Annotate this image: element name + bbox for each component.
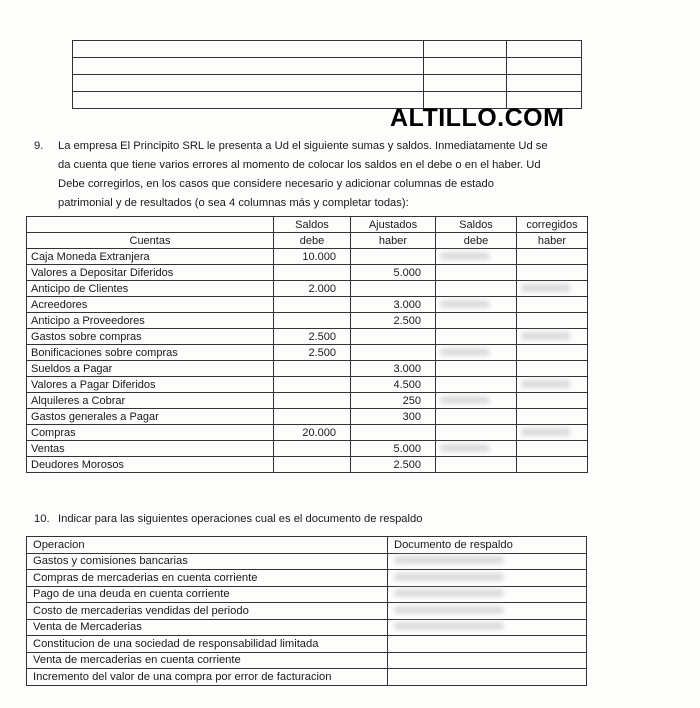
debe-cell	[274, 377, 351, 393]
debe-cell	[274, 265, 351, 281]
table-row	[27, 393, 588, 409]
col-header: Documento de respaldo	[388, 537, 587, 554]
account-cell: Gastos sobre compras	[27, 329, 274, 345]
table-row	[27, 636, 587, 653]
corrected-cell[interactable]	[436, 313, 517, 329]
haber-cell: 2.500	[351, 313, 436, 329]
header-row-bottom	[27, 233, 588, 249]
account-cell: Anticipo de Clientes	[27, 281, 274, 297]
account-cell: Caja Moneda Extranjera	[27, 249, 274, 265]
document-cell[interactable]	[388, 669, 587, 686]
corrected-cell[interactable]	[436, 329, 517, 345]
question-text-line: La empresa El Principito SRL le presenta a Ud el siguiente sumas y saldos. Inmediatamente Ud se	[58, 140, 548, 152]
redacted-answer	[394, 606, 504, 614]
corrected-cell[interactable]	[436, 361, 517, 377]
corrected-cell[interactable]	[517, 361, 588, 377]
operation-cell: Pago de una deuda en cuenta corriente	[27, 586, 388, 603]
redacted-answer	[394, 556, 504, 564]
table-row	[27, 652, 587, 669]
question-text: Indicar para las siguientes operaciones cual es el documento de respaldo	[58, 513, 423, 525]
header-row-top	[27, 217, 588, 233]
haber-cell: 250	[351, 393, 436, 409]
haber-cell	[351, 249, 436, 265]
haber-cell	[351, 425, 436, 441]
operation-cell: Compras de mercaderias en cuenta corriente	[27, 570, 388, 587]
corrected-cell[interactable]	[517, 377, 588, 393]
col-header: debe	[436, 233, 517, 249]
account-cell: Bonificaciones sobre compras	[27, 345, 274, 361]
operation-cell: Gastos y comisiones bancarias	[27, 553, 388, 570]
corrected-cell[interactable]	[517, 281, 588, 297]
corrected-cell[interactable]	[517, 457, 588, 473]
account-cell: Valores a Pagar Diferidos	[27, 377, 274, 393]
debe-cell	[274, 457, 351, 473]
account-cell: Alquileres a Cobrar	[27, 393, 274, 409]
table-row	[27, 297, 588, 313]
table-row	[27, 329, 588, 345]
corrected-cell[interactable]	[517, 329, 588, 345]
debe-cell: 10.000	[274, 249, 351, 265]
corrected-cell[interactable]	[517, 249, 588, 265]
table-row	[27, 249, 588, 265]
question-text-line: patrimonial y de resultados (o sea 4 columnas más y completar todas):	[58, 197, 409, 209]
corrected-cell[interactable]	[436, 409, 517, 425]
col-header: Saldos	[436, 217, 517, 233]
question-number: 10.	[34, 513, 50, 525]
debe-cell	[274, 361, 351, 377]
haber-cell	[351, 281, 436, 297]
haber-cell: 300	[351, 409, 436, 425]
table-row	[27, 553, 587, 570]
table-row	[27, 409, 588, 425]
corrected-cell[interactable]	[436, 345, 517, 361]
corrected-cell[interactable]	[436, 281, 517, 297]
account-cell: Compras	[27, 425, 274, 441]
question-text-line: da cuenta que tiene varios errores al momento de colocar los saldos en el debe o en el haber. Ud	[58, 159, 541, 171]
corrected-cell[interactable]	[517, 313, 588, 329]
account-cell: Deudores Morosos	[27, 457, 274, 473]
col-header: Operacion	[27, 537, 388, 554]
table-row	[27, 345, 588, 361]
account-cell: Gastos generales a Pagar	[27, 409, 274, 425]
redacted-answer	[394, 589, 504, 597]
corrected-cell[interactable]	[436, 249, 517, 265]
debe-cell	[274, 393, 351, 409]
debe-cell	[274, 409, 351, 425]
account-cell: Sueldos a Pagar	[27, 361, 274, 377]
operation-cell: Constitucion de una sociedad de responsabilidad limitada	[27, 636, 388, 653]
redacted-answer	[440, 348, 490, 356]
col-header: haber	[351, 233, 436, 249]
debe-cell: 2.500	[274, 345, 351, 361]
redacted-answer	[521, 332, 571, 340]
corrected-cell[interactable]	[436, 457, 517, 473]
account-cell: Valores a Depositar Diferidos	[27, 265, 274, 281]
col-header: debe	[274, 233, 351, 249]
col-header: Cuentas	[27, 233, 274, 249]
previous-table-fragment	[72, 40, 582, 109]
operation-cell: Venta de Mercaderias	[27, 619, 388, 636]
haber-cell	[351, 329, 436, 345]
documents-table	[26, 536, 587, 686]
document-cell[interactable]	[388, 586, 587, 603]
corrected-cell[interactable]	[517, 441, 588, 457]
document-cell[interactable]	[388, 603, 587, 620]
col-header: Saldos	[274, 217, 351, 233]
haber-cell: 5.000	[351, 265, 436, 281]
table-row	[27, 361, 588, 377]
col-header: haber	[517, 233, 588, 249]
redacted-answer	[440, 444, 490, 452]
redacted-answer	[521, 284, 571, 292]
haber-cell: 5.000	[351, 441, 436, 457]
debe-cell: 2.000	[274, 281, 351, 297]
account-cell: Anticipo a Proveedores	[27, 313, 274, 329]
corrected-cell[interactable]	[517, 265, 588, 281]
table-row	[27, 570, 587, 587]
watermark-logo: ALTILLO.COM	[390, 104, 565, 132]
corrected-cell[interactable]	[436, 297, 517, 313]
table-row	[27, 619, 587, 636]
operation-cell: Venta de mercaderias en cuenta corriente	[27, 652, 388, 669]
corrected-cell[interactable]	[436, 265, 517, 281]
haber-cell: 3.000	[351, 297, 436, 313]
haber-cell	[351, 345, 436, 361]
corrected-cell[interactable]	[436, 441, 517, 457]
redacted-answer	[440, 252, 490, 260]
haber-cell: 4.500	[351, 377, 436, 393]
table-row	[27, 281, 588, 297]
question-number: 9.	[34, 140, 44, 152]
table-row	[27, 457, 588, 473]
corrected-cell[interactable]	[517, 297, 588, 313]
col-header: Ajustados	[351, 217, 436, 233]
corrected-cell[interactable]	[517, 425, 588, 441]
header-row	[27, 537, 587, 554]
question-10	[34, 510, 423, 529]
operation-cell: Costo de mercaderias vendidas del periodo	[27, 603, 388, 620]
haber-cell: 2.500	[351, 457, 436, 473]
redacted-answer	[521, 428, 571, 436]
redacted-answer	[394, 573, 504, 581]
corrected-cell[interactable]	[436, 393, 517, 409]
question-text-line: Debe corregirlos, en los casos que considere necesario y adicionar columnas de estado	[58, 178, 494, 190]
debe-cell: 2.500	[274, 329, 351, 345]
table-row	[27, 425, 588, 441]
question-9	[34, 137, 598, 213]
debe-cell	[274, 441, 351, 457]
account-cell: Ventas	[27, 441, 274, 457]
document-cell[interactable]	[388, 570, 587, 587]
corrected-cell[interactable]	[436, 425, 517, 441]
redacted-answer	[440, 396, 490, 404]
document-cell[interactable]	[388, 619, 587, 636]
corrected-cell[interactable]	[517, 393, 588, 409]
redacted-answer	[440, 300, 490, 308]
corrected-cell[interactable]	[436, 377, 517, 393]
operation-cell: Incremento del valor de una compra por error de facturacion	[27, 669, 388, 686]
redacted-answer	[521, 380, 571, 388]
debe-cell	[274, 313, 351, 329]
document-cell[interactable]	[388, 553, 587, 570]
table-row	[27, 669, 587, 686]
document-cell[interactable]	[388, 636, 587, 653]
haber-cell: 3.000	[351, 361, 436, 377]
table-row	[27, 603, 587, 620]
table-row	[27, 586, 587, 603]
table-row	[27, 441, 588, 457]
table-row	[27, 265, 588, 281]
debe-cell: 20.000	[274, 425, 351, 441]
table-row	[27, 313, 588, 329]
corrected-cell[interactable]	[517, 345, 588, 361]
redacted-answer	[394, 622, 504, 630]
col-header: corregidos	[517, 217, 588, 233]
balance-table	[26, 216, 588, 473]
corrected-cell[interactable]	[517, 409, 588, 425]
table-row	[27, 377, 588, 393]
document-cell[interactable]	[388, 652, 587, 669]
account-cell: Acreedores	[27, 297, 274, 313]
debe-cell	[274, 297, 351, 313]
